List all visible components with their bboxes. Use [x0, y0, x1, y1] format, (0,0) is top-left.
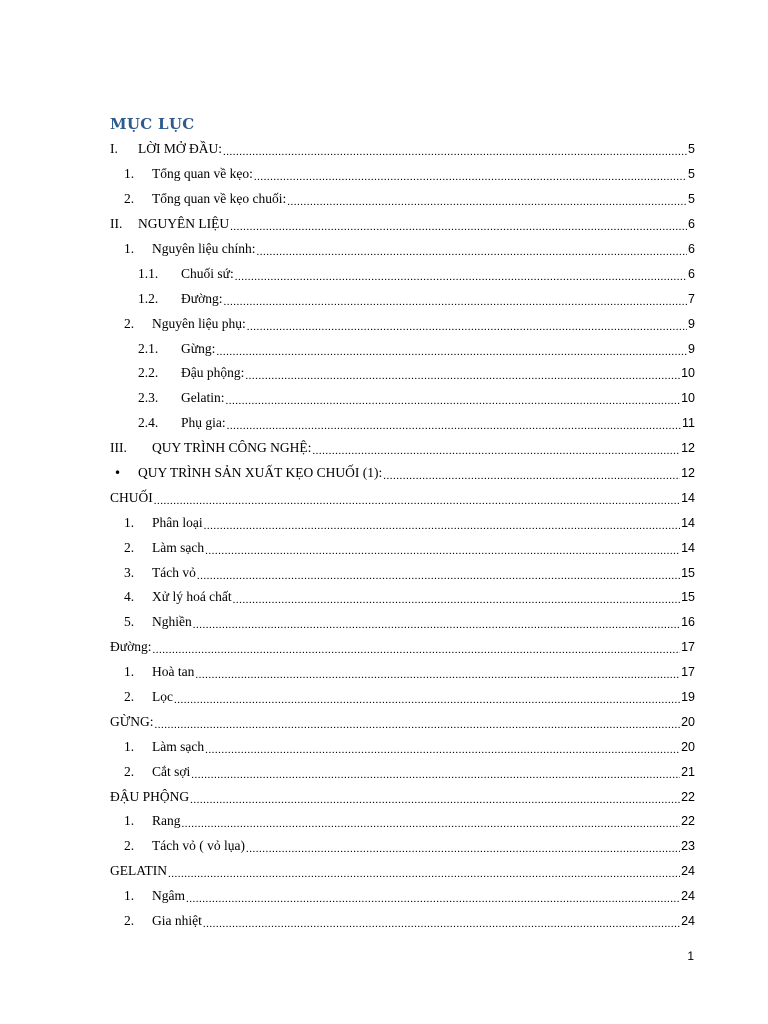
- toc-entry-title: Tách vỏ: [152, 564, 196, 580]
- toc-entry-page: 15: [681, 565, 695, 580]
- toc-entry-number: 1.1.: [138, 265, 159, 281]
- toc-entry-number: 2.: [124, 539, 135, 555]
- toc-entry-title: Lọc: [152, 689, 173, 705]
- toc-entry-number: 2.: [124, 763, 135, 779]
- dot-leader: [186, 892, 680, 906]
- toc-entry-page: 5: [688, 142, 695, 157]
- toc-entry[interactable]: [110, 261, 695, 286]
- toc-entry-number: 1.: [124, 514, 135, 530]
- toc-entry-number: 1.: [124, 166, 135, 182]
- toc-entry-page: 14: [681, 515, 695, 530]
- toc-entry-page: 17: [681, 665, 695, 680]
- toc-entry[interactable]: [110, 510, 695, 535]
- toc-entry-page: 22: [681, 789, 695, 804]
- toc-entry-title: Tách vỏ ( vỏ lụa): [152, 838, 245, 854]
- dot-leader: [245, 369, 680, 383]
- toc-entry-title: Nghiền: [152, 614, 192, 630]
- toc-entry-title: Gừng:: [181, 340, 216, 356]
- toc-entry-number: 2.2.: [138, 365, 159, 381]
- toc-entry-page: 9: [688, 341, 695, 356]
- toc-entry-title: NGUYÊN LIỆU: [138, 216, 230, 232]
- dot-leader: [223, 295, 687, 309]
- toc-entry-page: 22: [681, 814, 695, 829]
- toc-entry-page: 16: [681, 615, 695, 630]
- toc-entry-page: 14: [681, 540, 695, 555]
- toc-entry-page: 6: [688, 217, 695, 232]
- toc-entry[interactable]: [110, 560, 695, 585]
- dot-leader: [312, 444, 680, 458]
- dot-leader: [216, 345, 687, 359]
- toc-entry-number: 2.: [124, 913, 135, 929]
- toc-entry-number: 2.4.: [138, 415, 159, 431]
- toc-entry-title: Phân loại: [152, 514, 203, 530]
- toc-entry[interactable]: [110, 411, 695, 436]
- toc-entry-number: 1.: [124, 664, 135, 680]
- toc-entry-page: 23: [681, 839, 695, 854]
- toc-entry-title: Đậu phộng:: [181, 365, 245, 381]
- dot-leader: [227, 419, 681, 433]
- dot-leader: [152, 643, 680, 657]
- toc-entry-number: I.: [110, 141, 118, 157]
- toc-entry-page: 5: [688, 167, 695, 182]
- toc-entry-number: 2.1.: [138, 340, 159, 356]
- dot-leader: [190, 793, 680, 807]
- table-of-contents: [110, 137, 695, 934]
- toc-entry[interactable]: [110, 685, 695, 710]
- toc-entry[interactable]: [110, 734, 695, 759]
- toc-entry-title: Cắt sợi: [152, 763, 191, 779]
- toc-entry-title: Ngâm: [152, 888, 185, 904]
- toc-heading: MỤC LỤC: [110, 115, 195, 133]
- dot-leader: [203, 917, 680, 931]
- toc-entry-page: 17: [681, 640, 695, 655]
- toc-entry[interactable]: [110, 585, 695, 610]
- toc-entry-title: Nguyên liệu chính:: [152, 241, 256, 256]
- toc-entry-page: 5: [688, 192, 695, 207]
- toc-entry[interactable]: [110, 759, 695, 784]
- toc-entry-number: 1.: [124, 813, 135, 829]
- dot-leader: [235, 270, 687, 284]
- toc-entry-page: 9: [688, 316, 695, 331]
- dot-leader: [182, 817, 681, 831]
- toc-entry-number: 5.: [124, 614, 135, 630]
- toc-entry[interactable]: [110, 485, 695, 510]
- toc-entry-number: 2.3.: [138, 390, 159, 406]
- dot-leader: [154, 494, 680, 508]
- bullet-icon: •: [114, 466, 122, 481]
- toc-entry-title: Tổng quan về kẹo:: [152, 166, 253, 182]
- toc-entry-title: LỜI MỞ ĐẦU:: [138, 141, 222, 157]
- toc-entry[interactable]: [110, 784, 695, 809]
- toc-entry-number: III.: [110, 440, 127, 456]
- toc-entry-number: 2.: [124, 689, 135, 705]
- toc-entry-title: GỪNG:: [110, 713, 154, 729]
- toc-entry-page: 24: [681, 889, 695, 904]
- toc-entry-number: 4.: [124, 589, 135, 605]
- toc-entry[interactable]: [110, 436, 695, 461]
- dot-leader: [226, 394, 681, 408]
- toc-entry-page: 12: [681, 441, 695, 456]
- toc-entry-title: Làm sạch: [152, 539, 205, 555]
- toc-entry[interactable]: [110, 535, 695, 560]
- toc-entry[interactable]: [110, 909, 695, 934]
- toc-entry[interactable]: [110, 336, 695, 361]
- toc-entry[interactable]: [110, 859, 695, 884]
- toc-entry-page: 15: [681, 590, 695, 605]
- toc-entry-page: 6: [688, 242, 695, 256]
- toc-entry[interactable]: [110, 834, 695, 859]
- toc-entry-title: QUY TRÌNH CÔNG NGHỆ:: [152, 440, 312, 456]
- dot-leader: [204, 519, 680, 533]
- toc-entry-page: 11: [682, 416, 695, 431]
- toc-entry-number: 2.: [124, 191, 135, 207]
- toc-entry-title: Gelatin:: [181, 390, 225, 406]
- dot-leader: [230, 220, 687, 234]
- toc-entry-title: QUY TRÌNH SẢN XUẤT KẸO CHUỐI (1):: [138, 465, 383, 481]
- dot-leader: [233, 593, 680, 607]
- toc-entry-title: Gia nhiệt: [152, 913, 202, 929]
- toc-entry[interactable]: [110, 212, 695, 237]
- toc-entry-number: 2.: [124, 838, 135, 854]
- dot-leader: [256, 245, 687, 259]
- toc-entry-title: Tổng quan về kẹo chuối:: [152, 191, 287, 207]
- dot-leader: [174, 693, 680, 707]
- toc-entry-page: 19: [681, 690, 695, 705]
- dot-leader: [246, 842, 680, 856]
- dot-leader: [191, 768, 680, 782]
- toc-entry-page: 7: [688, 291, 695, 306]
- toc-entry[interactable]: [110, 635, 695, 660]
- toc-entry-number: 3.: [124, 564, 135, 580]
- toc-entry-title: Đường:: [110, 639, 152, 655]
- dot-leader: [205, 544, 680, 558]
- toc-entry-title: ĐẬU PHỘNG: [110, 788, 190, 804]
- dot-leader: [287, 195, 687, 209]
- toc-entry-page: 24: [681, 914, 695, 929]
- toc-entry-title: Hoà tan: [152, 664, 195, 680]
- toc-entry[interactable]: [110, 361, 695, 386]
- dot-leader: [254, 170, 687, 184]
- toc-entry-title: Chuối sứ:: [181, 265, 234, 281]
- dot-leader: [205, 743, 680, 757]
- dot-leader: [247, 320, 687, 334]
- toc-entry-number: 1.2.: [138, 290, 159, 306]
- toc-entry-title: Rang: [152, 813, 181, 829]
- dot-leader: [195, 668, 680, 682]
- toc-entry-title: Xử lý hoá chất: [152, 589, 232, 605]
- toc-entry[interactable]: [110, 237, 695, 262]
- toc-entry[interactable]: [110, 311, 695, 336]
- toc-entry[interactable]: [110, 286, 695, 311]
- toc-entry-number: II.: [110, 216, 123, 232]
- dot-leader: [223, 145, 687, 159]
- dot-leader: [383, 469, 680, 483]
- toc-entry-number: 1.: [124, 888, 135, 904]
- toc-entry[interactable]: [110, 884, 695, 909]
- toc-entry-title: Phụ gia:: [181, 415, 226, 431]
- toc-entry-number: 1.: [124, 738, 135, 754]
- toc-entry-page: 24: [681, 864, 695, 879]
- toc-entry-title: Đường:: [181, 290, 223, 306]
- toc-entry-number: 2.: [124, 315, 135, 331]
- toc-entry-page: 14: [681, 490, 695, 505]
- toc-entry[interactable]: [110, 461, 695, 486]
- toc-entry[interactable]: [110, 809, 695, 834]
- page-number: 1: [687, 949, 694, 963]
- toc-entry-page: 21: [681, 764, 695, 779]
- toc-entry-page: 20: [681, 739, 695, 754]
- toc-entry-title: GELATIN: [110, 863, 167, 879]
- toc-entry[interactable]: [110, 709, 695, 734]
- toc-entry-title: Nguyên liệu phụ:: [152, 315, 246, 331]
- toc-entry-page: 6: [688, 266, 695, 281]
- toc-entry[interactable]: [110, 386, 695, 411]
- toc-entry-page: 10: [681, 366, 695, 381]
- toc-entry[interactable]: [110, 137, 695, 162]
- toc-entry[interactable]: [110, 610, 695, 635]
- toc-entry-title: Làm sạch: [152, 738, 205, 754]
- dot-leader: [168, 867, 680, 881]
- toc-entry-page: 10: [681, 391, 695, 406]
- dot-leader: [197, 569, 680, 583]
- toc-entry-page: 20: [681, 714, 695, 729]
- toc-entry-title: CHUỐI: [110, 489, 153, 505]
- toc-entry[interactable]: [110, 162, 695, 187]
- toc-entry-page: 12: [681, 466, 695, 481]
- dot-leader: [154, 718, 680, 732]
- toc-entry[interactable]: [110, 660, 695, 685]
- toc-entry-number: 1.: [124, 241, 135, 256]
- dot-leader: [193, 618, 680, 632]
- toc-entry[interactable]: [110, 187, 695, 212]
